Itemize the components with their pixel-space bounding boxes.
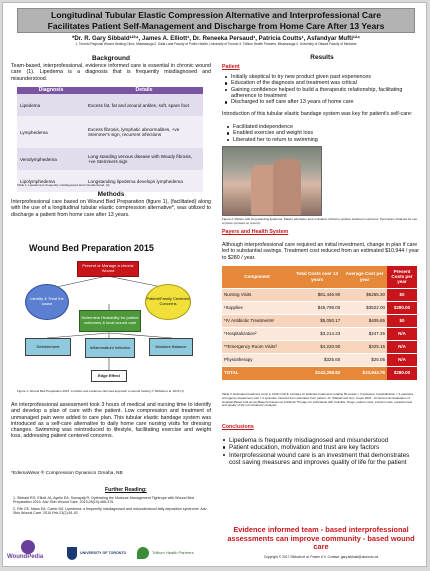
cost-average: $405.85 <box>342 314 387 327</box>
dx-cell: Lymphedema <box>17 116 85 148</box>
cost-present: $0 <box>387 288 417 301</box>
intro-bullet: Liberated her to return to swimming <box>226 137 416 143</box>
intro-bullet: Enabled exercise and weight loss <box>226 130 416 136</box>
cost-total-sum: $142,268.82 <box>292 366 342 380</box>
conclusion-list <box>222 437 418 466</box>
title-line-2: Facilitates Patient Self-Management and Discharge from Home Care After 13 Years <box>47 21 385 31</box>
cost-component: *Hospitalization² <box>222 327 292 340</box>
cost-total: $3,214.23 <box>292 327 342 340</box>
affiliations: 1. Toronto Regional Wound Healing Clinic, Mississauga 2. Dalla Lana Faculty of Public Health, University of Toronto 3. Trillium Health Partners, Mississauga 4. University of Ottawa Faculty of Medicine <box>75 42 357 46</box>
patient-heading: Patient <box>222 64 240 70</box>
cost-header: Average Cost per year <box>342 266 387 288</box>
intro-text: Introduction of this tubular elastic bandage system was key for patient's self-care: <box>222 111 413 117</box>
dx-cell: Lipedema <box>17 94 85 116</box>
uoft-logo-text: UNIVERSITY OF TORONTO <box>80 551 127 555</box>
background-heading: Background <box>92 55 130 62</box>
cost-component: Nursing Visits <box>222 288 292 301</box>
conclusions-heading: Conclusions <box>222 424 254 430</box>
payers-heading: Payers and Health System <box>222 229 289 235</box>
patient-bullet: Gaining confidence helped to build a therapeutic relationship, facilitating adherence to treatment <box>224 87 420 100</box>
diagnosis-table <box>17 87 203 192</box>
cost-present: N/A <box>387 353 417 366</box>
cost-present: $0 <box>387 314 417 327</box>
diagram-title: Wound Bed Preparation 2015 <box>29 243 154 253</box>
conclusion-item: Patient education, motivation and trust are key factors <box>222 444 418 451</box>
determine-box: Determine Healability for patient outcomes & local wound care <box>79 310 141 332</box>
cost-average-sum: $10,943.76 <box>342 366 387 380</box>
cost-total: $5,050.17 <box>292 314 342 327</box>
detail-cell: Excess fibrosis, lymphatic abnormalities, +ve Stemmer's sign, recurrent infections <box>85 116 203 148</box>
poster-title <box>17 8 415 33</box>
cost-total: $81,446.90 <box>292 288 342 301</box>
authors: *Dr. R. Gary Sibbald¹²³⁴, James A. Elliott¹, Dr. Reneeka Persaud¹, Patricia Coutts¹, Asfandyar Mufti¹²⁴ <box>72 35 360 42</box>
cost-average: $325.15 <box>342 340 387 353</box>
reference-item: 2. Fife CE, Maus EA, Carter MJ. Lipedema: a frequently misdiagnosed and misunderstood fatty deposition syndrome. Adv Skin Wound Care. 2010 Feb;23(2):81-92 <box>13 506 207 516</box>
cost-header: Component <box>222 266 292 288</box>
photo-leg <box>273 159 301 216</box>
patient-bullet: Education of the diagnosis and treatment was critical <box>224 80 420 86</box>
figure-1-caption: Figure 1: Wound Bed Preparation 2015, a holistic and evidence-informed approach to wound healing © Sibbald et al. 2015 (1) <box>17 389 184 393</box>
uoft-crest-icon <box>67 547 77 560</box>
woundpedia-logo <box>7 540 51 564</box>
methods-heading: Methods <box>97 191 125 198</box>
debridement-box: Debridement <box>25 338 71 356</box>
cost-present: $280.00 <box>387 301 417 314</box>
cost-header-present: Present Costs per year <box>387 266 417 288</box>
figure-2-caption: Figure 2: Patient with long-standing lipedema. Patient education and motivation critical to positive treatment outcomes. Permission obtained for use of photo (consent on record). <box>222 217 418 225</box>
uoft-logo <box>67 543 127 563</box>
patient-bullets <box>224 74 420 105</box>
cost-component: ¹Supplies <box>222 301 292 314</box>
identify-circle: Identify & Treat the cause <box>25 284 69 320</box>
cost-header: Total Costs over 13 years <box>292 266 342 288</box>
closing-statement: Evidence informed team - based interprofessional assessments can improve community - based wound care <box>227 525 415 552</box>
cost-total-label: TOTAL <box>222 366 292 380</box>
further-reading-heading: Further Reading: <box>105 487 147 493</box>
background-text: Team-based, interprofessional, evidence informed care is essential in chronic wound care (1). Lipedema is a diagnosis that is frequently misdiagnosed and misunderstood. <box>11 63 211 82</box>
cost-total: $4,220.90 <box>292 340 342 353</box>
cost-present: N/A <box>387 327 417 340</box>
patient-photo <box>222 146 322 216</box>
poster <box>2 2 427 567</box>
cost-average: $247.25 <box>342 327 387 340</box>
methods-text-2: An interprofessional assessment took 3 hours of medical and nursing time to identify and develop a plan of care with the patient. Low compression and treatment of unmanaged pain were added to care plan. This tubular elastic bandage system was introduced as a self-care alternative to daily home care nursing visits for dressing changes. Swimming was reintroduced to lifestyle, facilitating exercise and weight loss, addressing patient centered concerns. <box>11 402 211 440</box>
methods-text: Interprofessional care based on Wound Bed Preparation (figure 1), (facilitated) along with the use of a longitudinal tubular elastic compression alternative*, was utilized to discharge a patient from home care after 13 years. <box>11 199 211 218</box>
inflammation-box: Inflammation/ Infection <box>85 338 135 358</box>
edge-effect-box: Edge Effect <box>91 370 127 382</box>
trillium-icon <box>137 547 149 559</box>
woundpedia-icon <box>21 540 35 554</box>
details-header: Details <box>85 87 203 94</box>
conclusion-item: Lipedema is frequently misdiagnosed and misunderstood <box>222 437 418 444</box>
reference-item: 1. Sibbald RG, Elliott JA, Ayello EA, Somayaji R. Optimizing the Moisture Management Tightrope with Wound Bed Preparation 2015. Adv Skin Wound Care. 2015;28(10):466-476. <box>13 496 194 505</box>
detail-cell: Excess fat, fat and around ankles, soft, spare foot <box>85 94 203 116</box>
cost-average: $25.05 <box>342 353 387 366</box>
edemawear-footnote: *EdemaWear ® Compression Dynamics Omaha, NB <box>11 471 123 476</box>
prevent-box: Prevent or Manage a chronic Wound <box>77 261 139 277</box>
patient-bullet: Discharged to self care after 13 years of home care <box>224 99 420 105</box>
cost-present-sum: $280.00 <box>387 366 417 380</box>
cost-total: $45,799.00 <box>292 301 342 314</box>
table-2-caption: Table 2: Estimated treatment costs in 2016 CAD $. Includes IV antibiotic treatments totaling 80 weeks × 3 episodes; hospitalization × 3 episodes, emergency department visit × 3 episodes. Derived from estimates from patient, Dr. Sibbald and Hon. Coyte 2001 - An Economic Evaluation of Hospital-Based and Home-Based Intravenous Antibiotic Therapy for Individuals with Cellulitis. Drugs, patient costs, indirect costs, societal costs and quality of life not included in analysis. <box>222 392 414 408</box>
payers-text: Although interprofessional care required an initial investment, change in plan if care led to substantial savings. Treatment cost reduced from an estimated $10,944 / year to $280 / year. <box>222 242 419 261</box>
title-line-1: Longitudinal Tubular Elastic Compression Alternative and Interprofessional Care <box>51 10 381 20</box>
patient-bullet: Initially skeptical to try new product given past experiences <box>224 74 420 80</box>
woundpedia-logo-text: WoundPedia <box>7 554 44 560</box>
cost-total: $325.60 <box>292 353 342 366</box>
wound-bed-diagram <box>17 258 197 388</box>
diagnosis-header: Diagnosis <box>17 87 85 94</box>
dx-cell: Lipolymphedema <box>17 170 85 192</box>
intro-bullets <box>226 124 416 143</box>
references <box>13 496 207 516</box>
cost-table <box>222 266 417 381</box>
moisture-box: Moisture Balance <box>149 338 193 356</box>
detail-cell: Long standing venous disease with Woody fibrosis, +ve Stemmers sign <box>85 148 203 170</box>
cost-component: **Emergency Room Visits³ <box>222 340 292 353</box>
table-1-caption: Table 1: Lipedema is frequently misdiagnosed and misunderstood. (2) <box>17 183 110 187</box>
cost-present: N/A <box>387 340 417 353</box>
detail-cell: Longstanding lipedema develops lymphedema <box>85 170 203 192</box>
cost-average: $3522.00 <box>342 301 387 314</box>
patient-circle: Patient/Family Centered Concerns <box>145 284 191 320</box>
trillium-logo-text: Trillium Health Partners <box>152 549 194 555</box>
conclusion-item: Interprofessional wound care is an investment that demonstrates cost saving measures and improves quality of life for the patient <box>222 452 418 467</box>
copyright: Copyright © 2017 Sibbald et al. Poster # X. Contact: gary.sibbald@utoronto.ca <box>263 555 379 559</box>
dx-cell: Venolymphedema <box>17 148 85 170</box>
intro-bullet: Facilitated independence <box>226 124 416 130</box>
trillium-logo <box>137 543 203 563</box>
cost-component: *IV Antibiotic Treatments¹ <box>222 314 292 327</box>
cost-component: Physiotherapy <box>222 353 292 366</box>
results-heading: Results <box>310 54 334 61</box>
cost-average: $6265.30 <box>342 288 387 301</box>
